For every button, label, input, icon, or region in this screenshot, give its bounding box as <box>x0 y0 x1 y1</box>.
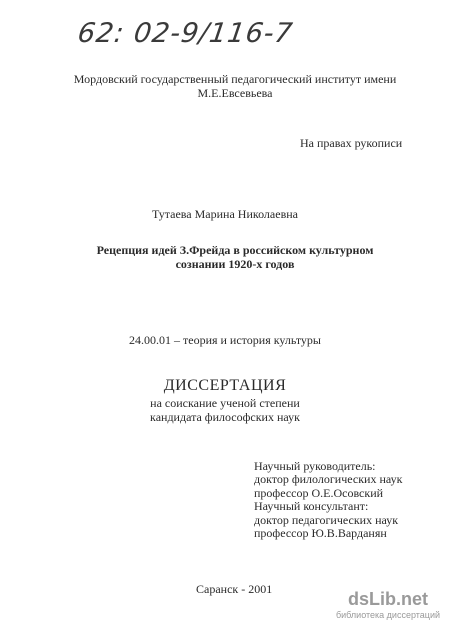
supervisor-degree: доктор филологических наук <box>254 472 403 487</box>
degree-line-2: кандидата философских наук <box>150 410 300 424</box>
degree-description <box>0 396 450 424</box>
supervisor-name: профессор О.Е.Осовский <box>254 485 384 500</box>
consultant-degree: доктор педагогических наук <box>254 512 399 527</box>
consultant-name: профессор Ю.В.Варданян <box>254 526 387 541</box>
watermark-name: dsLib.net <box>348 589 428 609</box>
specialty-code: 24.00.01 – теория и история культуры <box>129 333 321 347</box>
document-type-heading: ДИССЕРТАЦИЯ <box>163 377 287 394</box>
supervisor-heading: Научный руководитель: <box>254 459 376 473</box>
place-and-year: Саранск - 2001 <box>196 582 273 596</box>
watermark-subtitle: библиотека диссертаций <box>335 610 440 620</box>
consultant-heading: Научный консультант: <box>254 499 369 514</box>
rights-note: На правах рукописи <box>300 136 403 150</box>
supervisors-block <box>254 460 402 540</box>
dslib-watermark[interactable] <box>330 588 446 621</box>
dissertation-title: Рецепция идей З.Фрейда в российском культурном сознании 1920-х годов <box>96 243 374 271</box>
degree-line-1: на соискание ученой степени <box>150 396 300 410</box>
institution-name: Мордовский государственный педагогический институт имени М.Е.Евсевьева <box>73 72 397 100</box>
handwritten-catalog-code: 62: 02-9/116-7 <box>75 18 296 49</box>
author-name: Тутаева Марина Николаевна <box>152 207 298 221</box>
